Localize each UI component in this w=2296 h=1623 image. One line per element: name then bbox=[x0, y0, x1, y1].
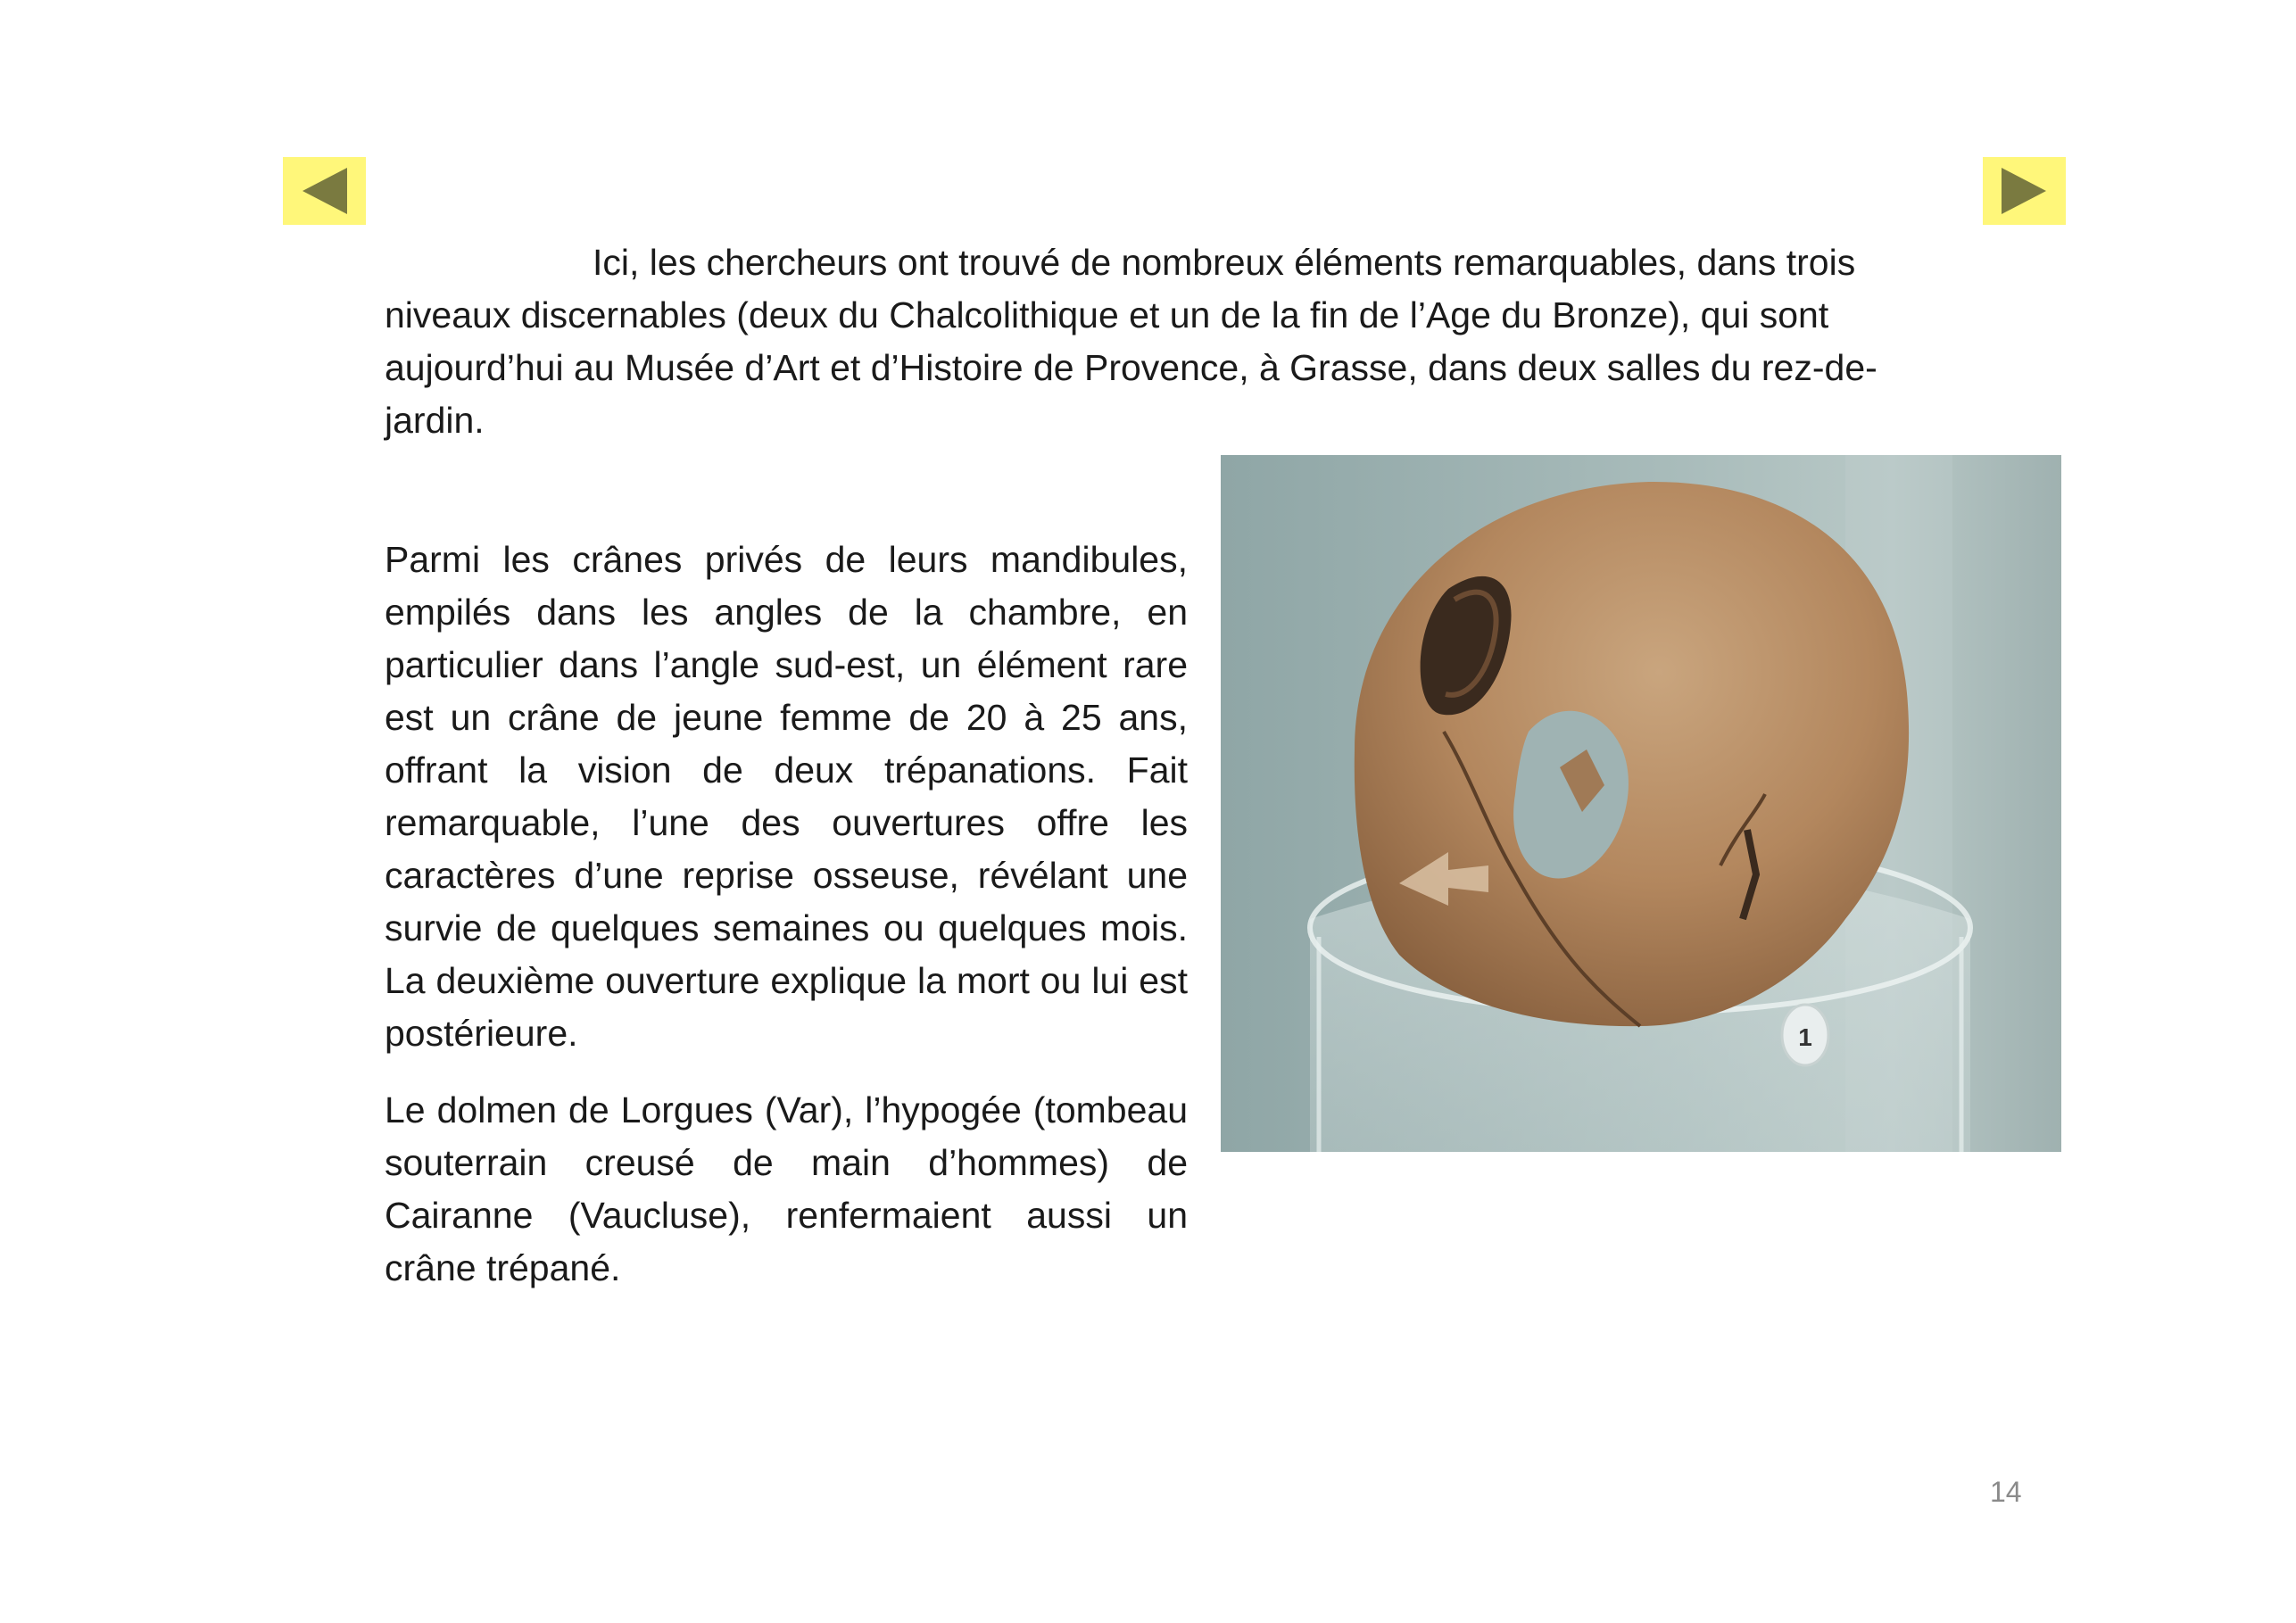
trepanation-paragraph: Parmi les crânes privés de leurs mandibules, empilés dans les angles de la chambre, en particulier dans l’angle sud-est, un élément rare est un crâne de jeune femme de 20 à 25 ans, offrant la vision de deux trépanations. Fait remarquable, l’une des ouvertures offre les caractères d’une reprise osseuse, révélant une survie de quelques semaines ou quelques mois. La deuxième ouverture explique la mort ou lui est postérieure. bbox=[385, 539, 1188, 1054]
triangle-left-icon bbox=[283, 157, 366, 225]
previous-slide-button[interactable] bbox=[283, 157, 366, 225]
trepanned-skull-photo bbox=[1221, 455, 2061, 1152]
next-slide-button[interactable] bbox=[1983, 157, 2066, 225]
triangle-right-icon bbox=[1983, 157, 2066, 225]
other-sites-paragraph: Le dolmen de Lorgues (Var), l’hypogée (tombeau souterrain creusé de main d’hommes) de Cairanne (Vaucluse), renfermaient aussi un crâne trépané. bbox=[385, 1089, 1188, 1288]
page-number: 14 bbox=[1990, 1476, 2022, 1508]
specimen-label-number: 1 bbox=[1798, 1023, 1812, 1051]
intro-paragraph: Ici, les chercheurs ont trouvé de nombreux éléments remarquables, dans trois niveaux discernables (deux du Chalcolithique et un de la fin de l’Age du Bronze), qui sont aujourd’hui au Musée d’Art et d’Histoire de Provence, à Grasse, dans deux salles du rez-de-jardin. bbox=[385, 242, 1877, 441]
